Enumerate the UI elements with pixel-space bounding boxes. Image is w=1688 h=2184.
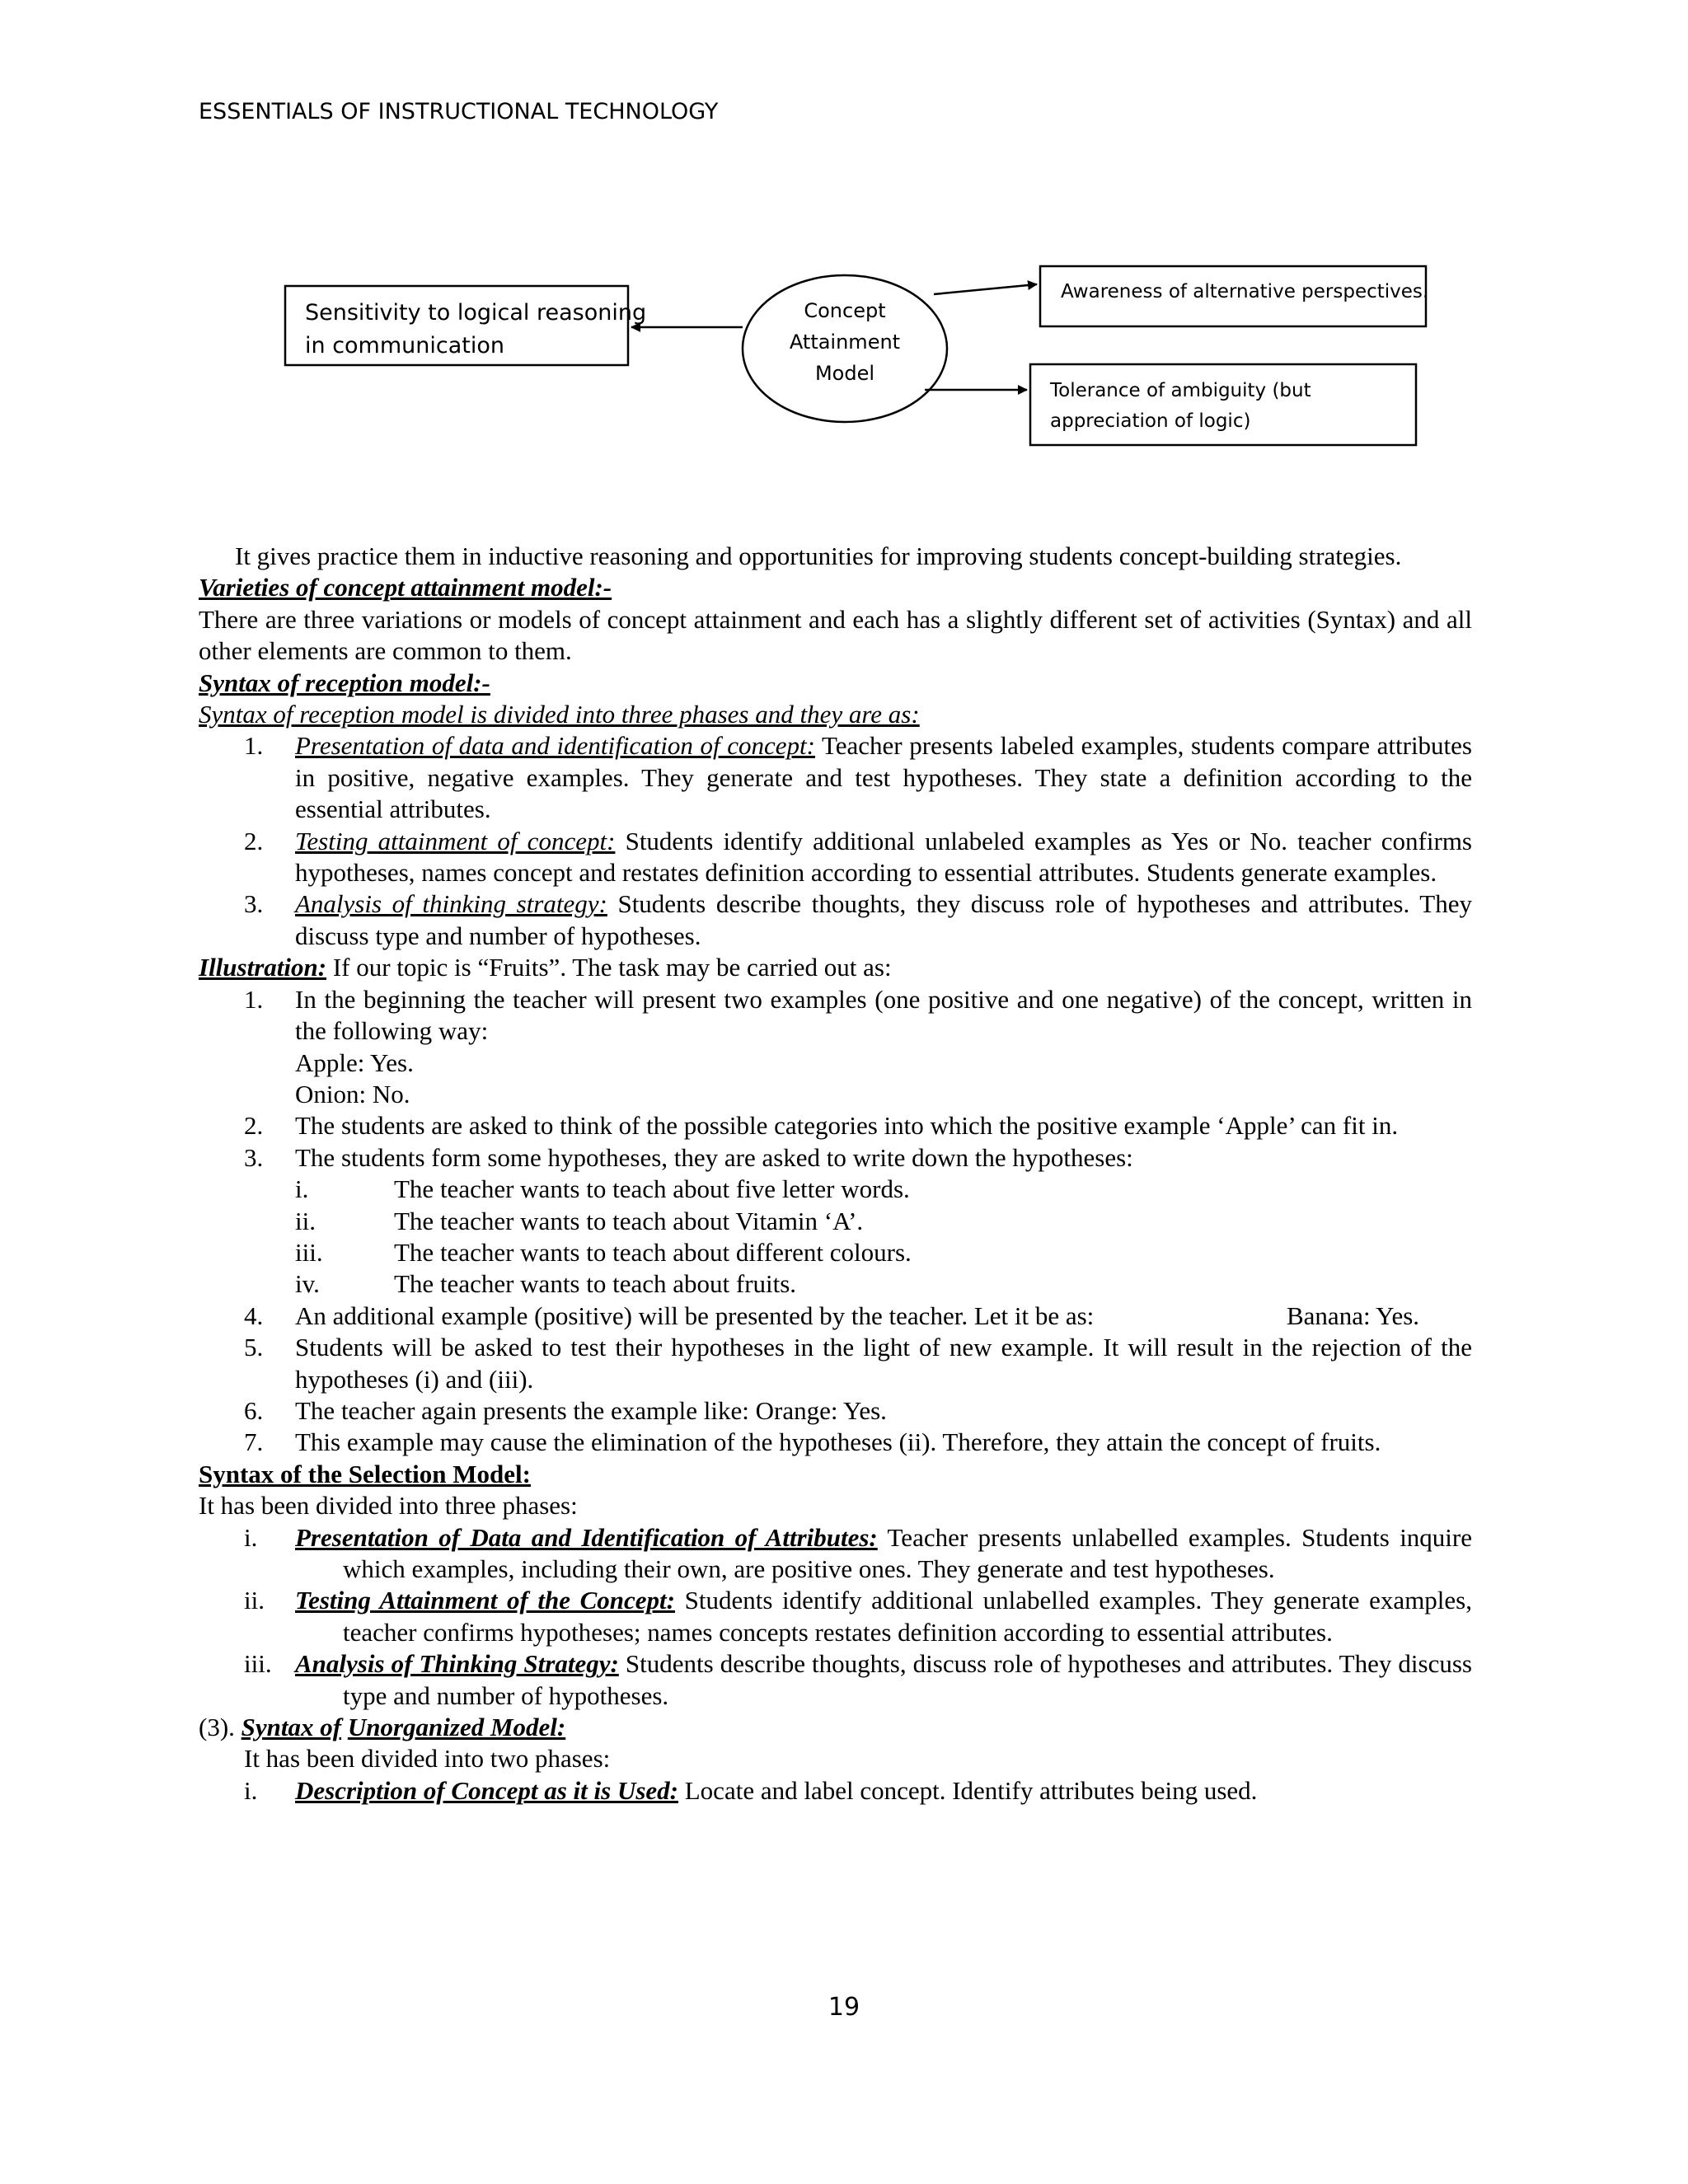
phase-title: Analysis of thinking strategy:	[295, 889, 607, 919]
phase-text: Teacher presents unlabelled examples. Students inquire which examples, including their own, are positive ones. They generate and test hypotheses.	[343, 1522, 1473, 1583]
illustration-step-1	[199, 984, 1472, 1047]
reception-heading: Syntax of reception model:-	[199, 668, 490, 697]
bottom-right-box-line-2: appreciation of logic)	[1050, 410, 1251, 432]
illustration-step-4	[199, 1301, 1472, 1332]
hypothesis-text: The teacher wants to teach about five letter words.	[394, 1174, 910, 1204]
intro-paragraph: It gives practice them in inductive reasoning and opportunities for improving students concept-building strategies.	[235, 541, 1402, 570]
list-number: i.	[295, 1174, 309, 1204]
phase-text: Teacher presents labeled examples, students compare attributes in positive, negative examples. They generate and test hypotheses. They state a definition according to the essential attributes.	[295, 731, 1472, 824]
left-box-line-2: in communication	[305, 333, 504, 359]
phase-title: Presentation of data and identification of concept:	[295, 731, 815, 761]
list-number: 4.	[244, 1301, 264, 1330]
list-number: 3.	[244, 889, 264, 919]
hypothesis-item	[199, 1174, 1472, 1205]
phase-text: Students describe thoughts, discuss role of hypotheses and attributes. They discuss type and number of hypotheses.	[343, 1649, 1472, 1710]
heading-part: Unorganized Model:	[347, 1713, 566, 1742]
hypothesis-text: The teacher wants to teach about fruits.	[394, 1269, 797, 1299]
phase-text: Students describe thoughts, they discuss role of hypotheses and attributes. They discuss type and number of hypotheses.	[295, 889, 1472, 950]
list-number: 2.	[244, 826, 264, 855]
center-label-line-1: Concept	[804, 299, 886, 322]
phase-text: Students identify additional unlabeled examples as Yes or No. teacher confirms hypotheses, names concept and restates definition according to essential attributes. Students generate examples.	[295, 826, 1472, 888]
phase-text: Locate and label concept. Identify attributes being used.	[678, 1775, 1258, 1805]
hypothesis-text: The teacher wants to teach about Vitamin ‘A’.	[394, 1206, 864, 1235]
reception-phase-2	[199, 826, 1472, 889]
illustration-step-6	[199, 1395, 1472, 1427]
unorganized-phase-1	[199, 1775, 1472, 1807]
reception-subheading: Syntax of reception model is divided into three phases and they are as:	[199, 700, 920, 729]
hypothesis-item	[199, 1268, 1472, 1300]
arrow-to-top-right-box	[934, 284, 1037, 294]
varieties-heading: Varieties of concept attainment model:-	[199, 573, 612, 602]
list-number: iv.	[295, 1269, 320, 1299]
reception-phase-1	[199, 730, 1472, 825]
list-number: iii.	[244, 1649, 272, 1679]
running-header: ESSENTIALS OF INSTRUCTIONAL TECHNOLOGY	[199, 99, 719, 124]
selection-phase-1	[199, 1522, 1472, 1586]
illustration-line	[199, 952, 1472, 983]
illustration-text: If our topic is “Fruits”. The task may be carried out as:	[326, 953, 892, 982]
hypothesis-item	[199, 1237, 1472, 1268]
heading-part: Syntax of	[241, 1713, 342, 1742]
step-text: The students are asked to think of the possible categories into which the positive example ‘Apple’ can fit in.	[295, 1111, 1399, 1141]
selection-heading: Syntax of the Selection Model:	[199, 1459, 531, 1488]
reception-phase-3	[199, 888, 1472, 952]
selection-intro: It has been divided into three phases:	[199, 1491, 578, 1521]
phase-text: Students identify additional unlabelled examples. They generate examples, teacher confirms hypotheses; names concepts restates definition according to essential attributes.	[343, 1586, 1472, 1647]
step-text: An additional example (positive) will be presented by the teacher. Let it be as:	[295, 1301, 1095, 1330]
unorganized-intro: It has been divided into two phases:	[244, 1744, 611, 1774]
step-text: The teacher again presents the example like: Orange: Yes.	[295, 1395, 887, 1425]
bottom-right-box-line-1: Tolerance of ambiguity (but	[1050, 380, 1311, 401]
illustration-step-5	[199, 1332, 1472, 1395]
page-number: 19	[828, 1993, 860, 2022]
step-text: In the beginning the teacher will present two examples (one positive and one negative) of the concept, written in the following way:	[295, 984, 1472, 1046]
center-label-line-2: Attainment	[789, 330, 901, 354]
step-text: Students will be asked to test their hypotheses in the light of new example. It will result in the rejection of the hypotheses (i) and (iii).	[295, 1333, 1472, 1394]
list-number: i.	[244, 1775, 258, 1805]
varieties-text: There are three variations or models of concept attainment and each has a slightly different set of activities (Syntax) and all other elements are common to them.	[199, 604, 1472, 666]
illustration-label: Illustration:	[199, 953, 327, 982]
illustration-step-3	[199, 1142, 1472, 1174]
step-example: Banana: Yes.	[1287, 1301, 1420, 1330]
hypothesis-text: The teacher wants to teach about different colours.	[394, 1237, 912, 1267]
top-right-box-text: Awareness of alternative perspectives.	[1061, 281, 1429, 302]
list-number: 1.	[244, 984, 264, 1014]
phase-title: Testing attainment of concept:	[295, 826, 616, 855]
list-number: iii.	[295, 1237, 323, 1267]
list-number: i.	[244, 1522, 258, 1552]
example-apple: Apple: Yes.	[295, 1047, 414, 1077]
illustration-step-7	[199, 1427, 1472, 1458]
phase-title: Testing Attainment of the Concept:	[295, 1586, 675, 1615]
list-number: ii.	[295, 1206, 316, 1235]
hypothesis-item	[199, 1206, 1472, 1237]
list-number: 2.	[244, 1111, 264, 1141]
list-number: 7.	[244, 1427, 264, 1457]
phase-title: Analysis of Thinking Strategy:	[295, 1649, 619, 1679]
body-text	[199, 541, 1472, 1807]
selection-phase-2	[199, 1585, 1472, 1648]
bottom-right-box	[1030, 364, 1416, 445]
section-number: (3).	[199, 1713, 241, 1742]
step-text: The students form some hypotheses, they are asked to write down the hypotheses:	[295, 1142, 1133, 1172]
list-number: ii.	[244, 1586, 265, 1615]
example-onion: Onion: No.	[295, 1079, 410, 1108]
step-text: This example may cause the elimination of the hypotheses (ii). Therefore, they attain the concept of fruits.	[295, 1427, 1381, 1457]
center-label-line-3: Model	[814, 362, 875, 385]
list-number: 3.	[244, 1142, 264, 1172]
phase-title: Presentation of Data and Identification of Attributes:	[295, 1522, 878, 1552]
list-number: 6.	[244, 1395, 264, 1425]
left-box-line-1: Sensitivity to logical reasoning	[305, 300, 647, 326]
selection-phase-3	[199, 1648, 1472, 1712]
list-number: 5.	[244, 1333, 264, 1362]
unorganized-heading	[199, 1712, 1472, 1743]
illustration-step-2	[199, 1110, 1472, 1141]
phase-title: Description of Concept as it is Used:	[295, 1775, 678, 1805]
concept-attainment-diagram	[0, 0, 1688, 511]
list-number: 1.	[244, 731, 264, 761]
